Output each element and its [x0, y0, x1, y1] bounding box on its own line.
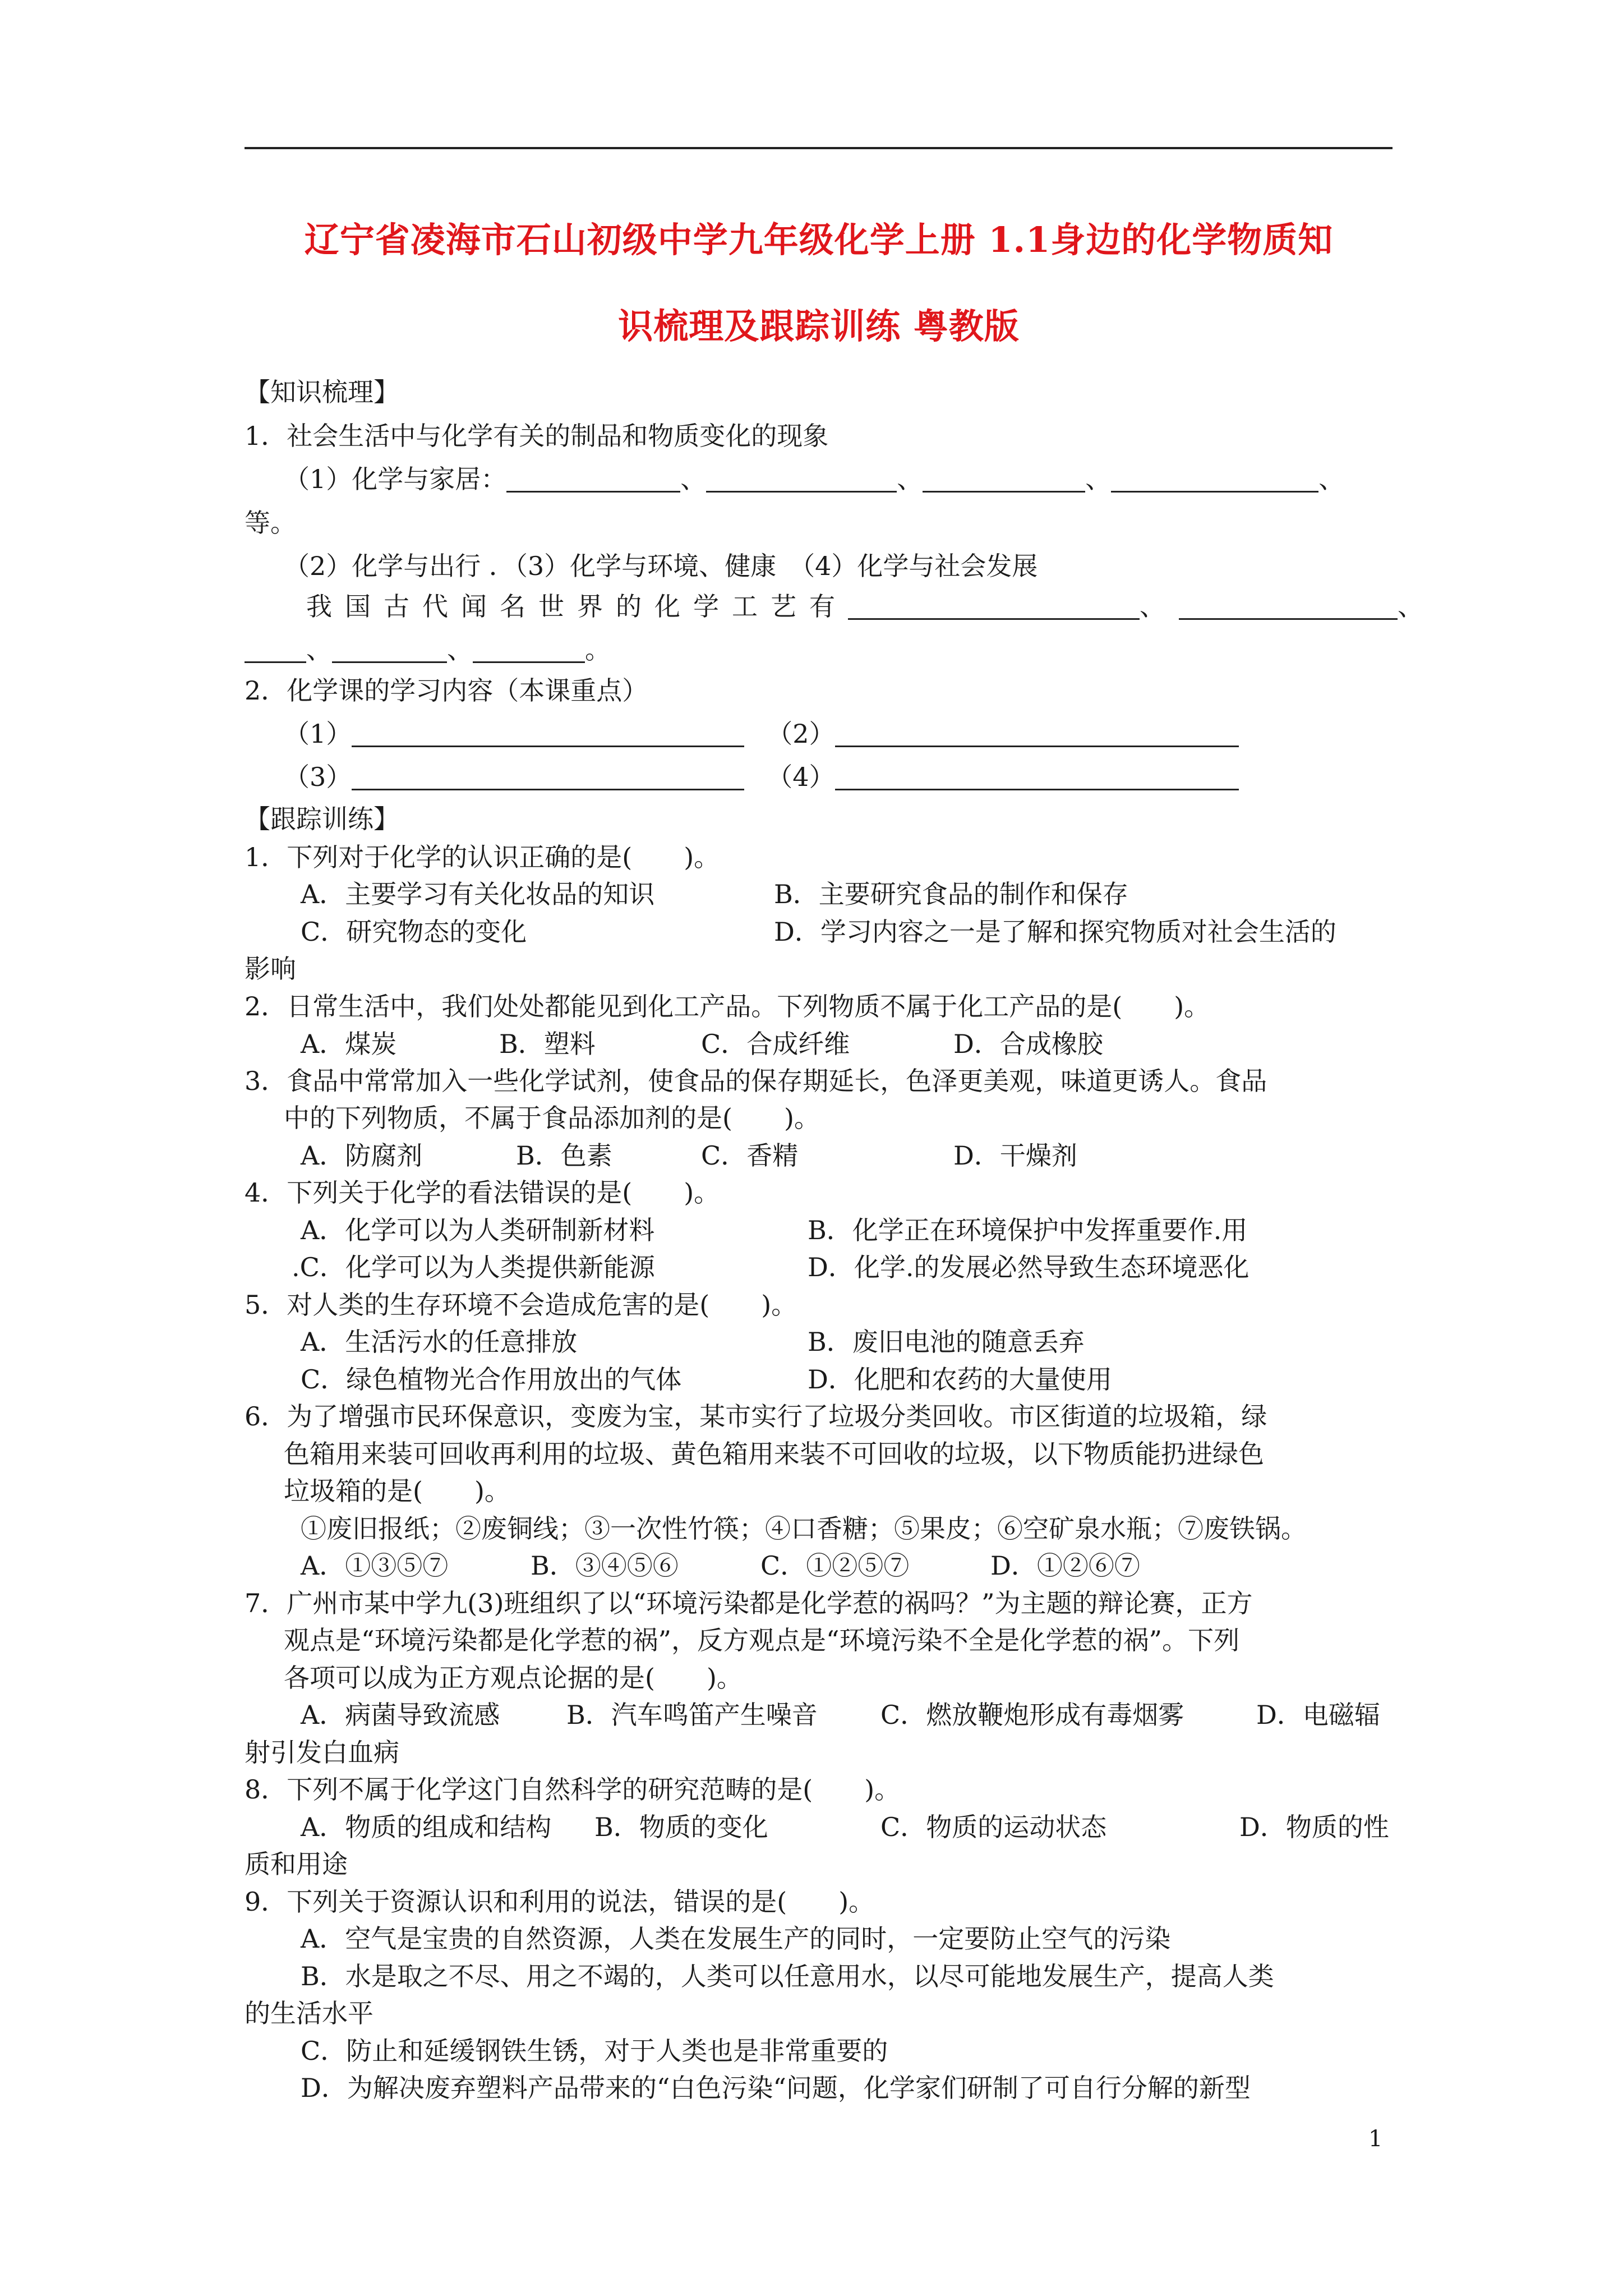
- q6-option-c: C．①②⑤⑦: [760, 1550, 910, 1581]
- fill-blank[interactable]: [1111, 465, 1318, 493]
- q5-option-d: D．化肥和农药的大量使用: [808, 1364, 1112, 1395]
- question-7: 7．广州市某中学九(3)班组织了以“环境污染都是化学惹的祸吗？”为主题的辩论赛，正方: [245, 1588, 1253, 1618]
- knowledge-blank-row-1: [284, 718, 1239, 749]
- q9-option-b: B．水是取之不尽、用之不竭的，人类可以任意用水，以尽可能地发展生产，提高人类: [301, 1961, 1274, 1991]
- blank-label-1: （1）: [284, 719, 352, 749]
- q5-option-c: C．绿色植物光合作用放出的气体: [301, 1364, 682, 1395]
- knowledge-item-2: 2．化学课的学习内容（本课重点）: [245, 675, 648, 706]
- page-number: 1: [1368, 2126, 1383, 2152]
- separator: 、: [447, 634, 473, 665]
- fill-blank[interactable]: [835, 763, 1239, 790]
- question-4: 4．下列关于化学的看法错误的是( )。: [245, 1177, 720, 1208]
- question-7-cont-2: 各项可以成为正方观点论据的是( )。: [284, 1663, 743, 1693]
- knowledge-item-1: 1．社会生活中与化学有关的制品和物质变化的现象: [245, 421, 829, 451]
- q2-option-d: D．合成橡胶: [953, 1029, 1103, 1059]
- question-5: 5．对人类的生存环境不会造成危害的是( )。: [245, 1290, 797, 1320]
- q3-option-b: B．色素: [516, 1140, 612, 1171]
- question-6-cont-2: 垃圾箱的是( )。: [284, 1476, 510, 1506]
- knowledge-blank-row-2: [284, 761, 1239, 793]
- fill-blank[interactable]: [332, 636, 447, 663]
- q5-option-a: A．生活污水的任意排放: [301, 1327, 578, 1357]
- q4-option-a: A．化学可以为人类研制新材料: [301, 1215, 655, 1245]
- question-6: 6．为了增强市民环保意识，变废为宝，某市实行了垃圾分类回收。市区街道的垃圾箱，绿: [245, 1401, 1267, 1432]
- q6-option-b: B．③④⑤⑥: [531, 1550, 679, 1581]
- q2-option-c: C．合成纤维: [701, 1029, 850, 1059]
- q7-option-b: B．汽车鸣笛产生噪音: [566, 1700, 818, 1730]
- q9-option-c: C．防止和延缓钢铁生锈，对于人类也是非常重要的: [301, 2036, 888, 2066]
- knowledge-item-1-2: （2）化学与出行 ．（3）化学与环境、健康 （4）化学与社会发展: [284, 551, 1038, 581]
- q6-option-d: D．①②⑥⑦: [990, 1550, 1140, 1581]
- fill-blank[interactable]: [473, 636, 585, 663]
- q1-option-b: B．主要研究食品的制作和保存: [774, 879, 1128, 909]
- fill-blank[interactable]: [352, 720, 744, 747]
- q9-option-d: D．为解决废弃塑料产品带来的“白色污染“问题，化学家们研制了可自行分解的新型: [301, 2073, 1251, 2103]
- knowledge-item-1-1-label: （1）化学与家居：: [284, 464, 507, 494]
- section-heading-training: 【跟踪训练】: [245, 804, 399, 834]
- fill-blank[interactable]: [835, 720, 1239, 747]
- q2-option-a: A．煤炭: [301, 1029, 397, 1059]
- blank-label-3: （3）: [284, 762, 352, 792]
- q1-option-c: C．研究物态的变化: [301, 917, 527, 947]
- separator: 、: [1398, 591, 1423, 622]
- q1-option-a: A．主要学习有关化妆品的知识: [301, 879, 655, 909]
- q7-option-d: D．电磁辐: [1256, 1700, 1380, 1730]
- document-title-line-2: 识梳理及跟踪训练 粤教版: [618, 306, 1020, 347]
- q1-option-d-cont: 影响: [245, 954, 296, 984]
- fill-blank[interactable]: [352, 763, 744, 790]
- q1-option-d: D．学习内容之一是了解和探究物质对社会生活的: [774, 917, 1336, 947]
- fill-blank[interactable]: [923, 465, 1085, 493]
- q4-option-b: B．化学正在环境保护中发挥重要作.用: [808, 1215, 1248, 1245]
- q4-option-d: D．化学.的发展必然导致生态环境恶化: [808, 1252, 1249, 1282]
- q8-option-d-cont: 质和用途: [245, 1849, 348, 1879]
- q8-option-a: A．物质的组成和结构: [301, 1812, 552, 1842]
- q3-option-d: D．干燥剂: [953, 1140, 1077, 1171]
- q5-option-b: B．废旧电池的随意丢弃: [808, 1327, 1085, 1357]
- question-6-cont-1: 色箱用来装可回收再利用的垃圾、黄色箱用来装不可回收的垃圾，以下物质能扔进绿色: [284, 1439, 1264, 1469]
- question-9: 9．下列关于资源认识和利用的说法，错误的是( )。: [245, 1887, 875, 1917]
- knowledge-item-1-3-cont: [245, 634, 611, 665]
- q4-option-c: .C．化学可以为人类提供新能源: [292, 1252, 655, 1282]
- q7-option-c: C．燃放鞭炮形成有毒烟雾: [880, 1700, 1184, 1730]
- blank-label-4: （4）: [767, 762, 835, 792]
- q8-option-b: B．物质的变化: [594, 1812, 768, 1842]
- q3-option-c: C．香精: [701, 1140, 799, 1171]
- knowledge-item-1-3-lead: 我国古代闻名世界的化学工艺有: [306, 591, 848, 622]
- question-8: 8．下列不属于化学这门自然科学的研究范畴的是( )。: [245, 1774, 901, 1805]
- q9-option-b-cont: 的生活水平: [245, 1998, 374, 2028]
- q8-option-d: D．物质的性: [1239, 1812, 1389, 1842]
- header-rule: [245, 147, 1393, 149]
- blank-label-2: （2）: [767, 719, 835, 749]
- knowledge-item-1-1: [284, 463, 1344, 495]
- document-title-line-1: 辽宁省凌海市石山初级中学九年级化学上册 1.1身边的化学物质知: [304, 219, 1334, 260]
- knowledge-item-1-1-end: 等。: [245, 508, 296, 538]
- question-3-cont: 中的下列物质，不属于食品添加剂的是( )。: [284, 1103, 820, 1133]
- q7-option-d-cont: 射引发白血病: [245, 1737, 399, 1768]
- question-3: 3．食品中常常加入一些化学试剂，使食品的保存期延长，色泽更美观，味道更诱人。食品: [245, 1066, 1267, 1096]
- separator: 、: [1085, 464, 1112, 494]
- q6-option-a: A．①③⑤⑦: [301, 1550, 449, 1581]
- fill-blank[interactable]: [848, 592, 1140, 620]
- fill-blank[interactable]: [1179, 592, 1398, 620]
- question-2: 2．日常生活中，我们处处都能见到化工产品。下列物质不属于化工产品的是( )。: [245, 991, 1210, 1022]
- period: 。: [585, 634, 611, 665]
- separator: 、: [1318, 464, 1345, 494]
- q8-option-c: C．物质的运动状态: [880, 1812, 1107, 1842]
- q2-option-b: B．塑料: [499, 1029, 596, 1059]
- separator: 、: [680, 464, 707, 494]
- knowledge-item-1-3: [306, 591, 1423, 622]
- q9-option-a: A．空气是宝贵的自然资源，人类在发展生产的同时，一定要防止空气的污染: [301, 1924, 1171, 1954]
- fill-blank[interactable]: [506, 465, 680, 493]
- question-6-items: ①废旧报纸；②废铜线；③一次性竹筷；④口香糖；⑤果皮；⑥空矿泉水瓶；⑦废铁锅。: [301, 1513, 1307, 1544]
- section-heading-knowledge: 【知识梳理】: [245, 377, 399, 407]
- question-1: 1．下列对于化学的认识正确的是( )。: [245, 842, 720, 872]
- fill-blank[interactable]: [706, 465, 897, 493]
- q3-option-a: A．防腐剂: [301, 1140, 423, 1171]
- separator: 、: [897, 464, 923, 494]
- fill-blank[interactable]: [245, 636, 306, 663]
- q7-option-a: A．病菌导致流感: [301, 1700, 500, 1730]
- question-7-cont-1: 观点是“环境污染都是化学惹的祸”，反方观点是“环境污染不全是化学惹的祸”。下列: [284, 1625, 1240, 1655]
- separator: 、: [1140, 591, 1165, 622]
- separator: 、: [306, 634, 332, 665]
